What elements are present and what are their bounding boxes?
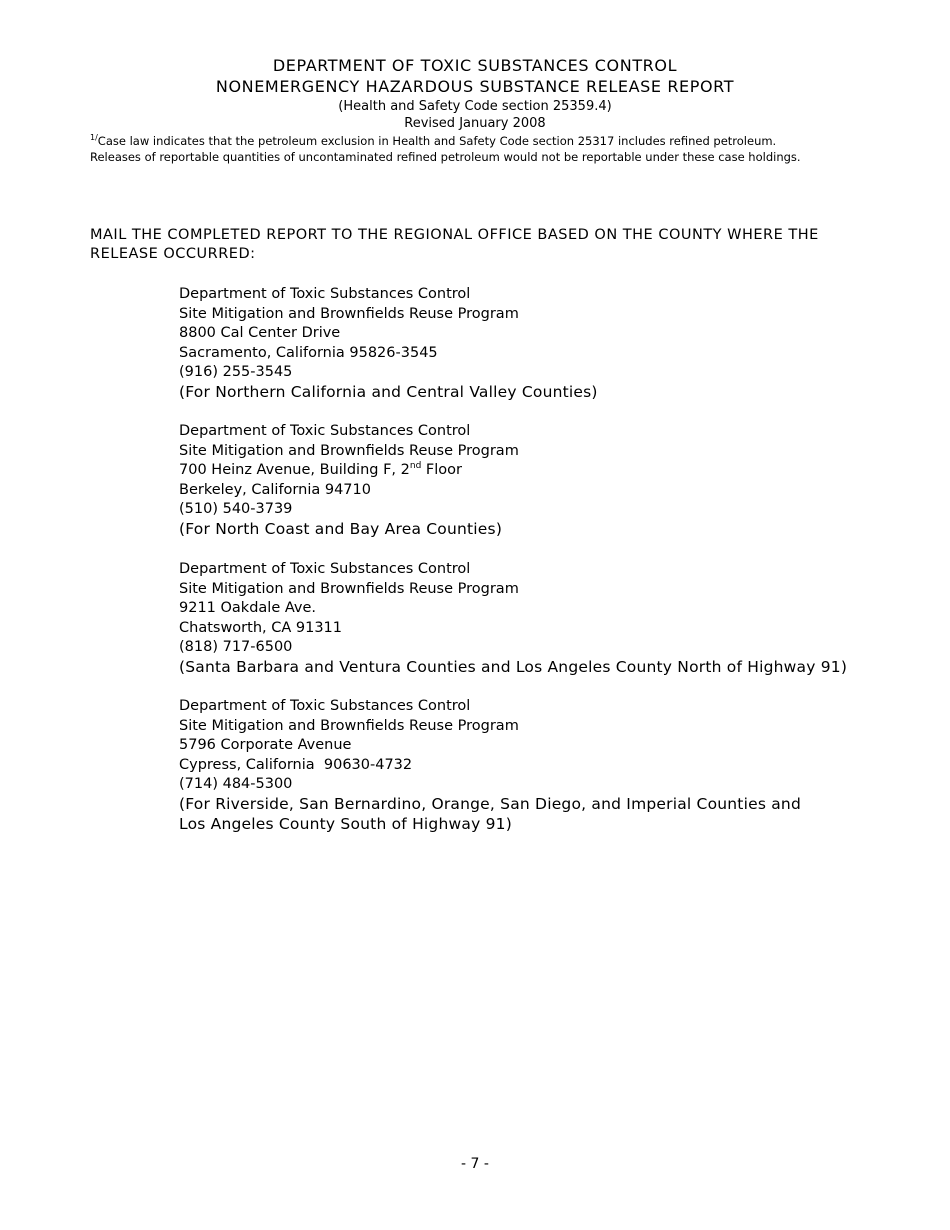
office-street: 5796 Corporate Avenue	[179, 737, 352, 754]
office-berkeley	[179, 422, 899, 540]
office-department: Department of Toxic Substances Control	[179, 698, 471, 714]
office-chatsworth	[179, 560, 899, 678]
department-title: DEPARTMENT OF TOXIC SUBSTANCES CONTROL	[272, 56, 678, 75]
street-prefix: 700 Heinz Avenue, Building F, 2	[179, 462, 410, 479]
office-coverage-line-2: Los Angeles County South of Highway 91)	[179, 814, 512, 833]
office-department: Department of Toxic Substances Control	[179, 561, 471, 577]
mail-instruction: MAIL THE COMPLETED REPORT TO THE REGIONAL OFFICE BASED ON THE COUNTY WHERE THE RELEASE OCCURRED:	[90, 227, 819, 262]
office-coverage: (Santa Barbara and Ventura Counties and Los Angeles County North of Highway 91)	[179, 657, 848, 676]
office-street: 8800 Cal Center Drive	[179, 325, 341, 342]
footnote-text-1: Case law indicates that the petroleum exclusion in Health and Safety Code section 25317 includes refined petroleum.	[97, 134, 777, 148]
office-program: Site Mitigation and Brownfields Reuse Program	[179, 717, 519, 734]
report-title: NONEMERGENCY HAZARDOUS SUBSTANCE RELEASE REPORT	[215, 77, 735, 96]
office-street: 9211 Oakdale Ave.	[179, 600, 317, 617]
office-city-state-zip: Berkeley, California 94710	[179, 481, 371, 498]
street-suffix: Floor	[421, 462, 462, 479]
ordinal-superscript: nd	[409, 461, 422, 472]
office-department: Department of Toxic Substances Control	[179, 286, 471, 302]
footnote-line-2: Releases of reportable quantities of uncontaminated refined petroleum would not be reportable under these case holdings.	[90, 150, 801, 164]
office-department: Department of Toxic Substances Control	[179, 423, 471, 439]
page-number: - 7 -	[461, 1156, 489, 1172]
office-city-state-zip: Cypress, California 90630-4732	[179, 756, 413, 773]
office-city-state-zip: Chatsworth, CA 91311	[179, 619, 343, 636]
office-program: Site Mitigation and Brownfields Reuse Program	[179, 442, 519, 459]
office-coverage: (For Northern California and Central Valley Counties)	[179, 382, 598, 401]
office-coverage: (For North Coast and Bay Area Counties)	[179, 519, 503, 538]
footnote-line-1	[90, 134, 890, 150]
office-cypress	[179, 697, 899, 834]
office-street	[179, 461, 899, 481]
footnote-marker: 1/	[90, 133, 98, 143]
revision-date: Revised January 2008	[404, 116, 546, 131]
office-phone: (714) 484-5300	[179, 776, 293, 793]
office-phone: (818) 717-6500	[179, 639, 293, 656]
office-city-state-zip: Sacramento, California 95826-3545	[179, 344, 438, 361]
office-phone: (916) 255-3545	[179, 364, 293, 381]
office-program: Site Mitigation and Brownfields Reuse Program	[179, 305, 519, 322]
office-coverage-line-1: (For Riverside, San Bernardino, Orange, San Diego, and Imperial Counties and	[179, 794, 801, 813]
code-reference: (Health and Safety Code section 25359.4)	[338, 99, 612, 114]
office-sacramento	[179, 285, 899, 403]
office-phone: (510) 540-3739	[179, 501, 293, 518]
office-program: Site Mitigation and Brownfields Reuse Program	[179, 580, 519, 597]
